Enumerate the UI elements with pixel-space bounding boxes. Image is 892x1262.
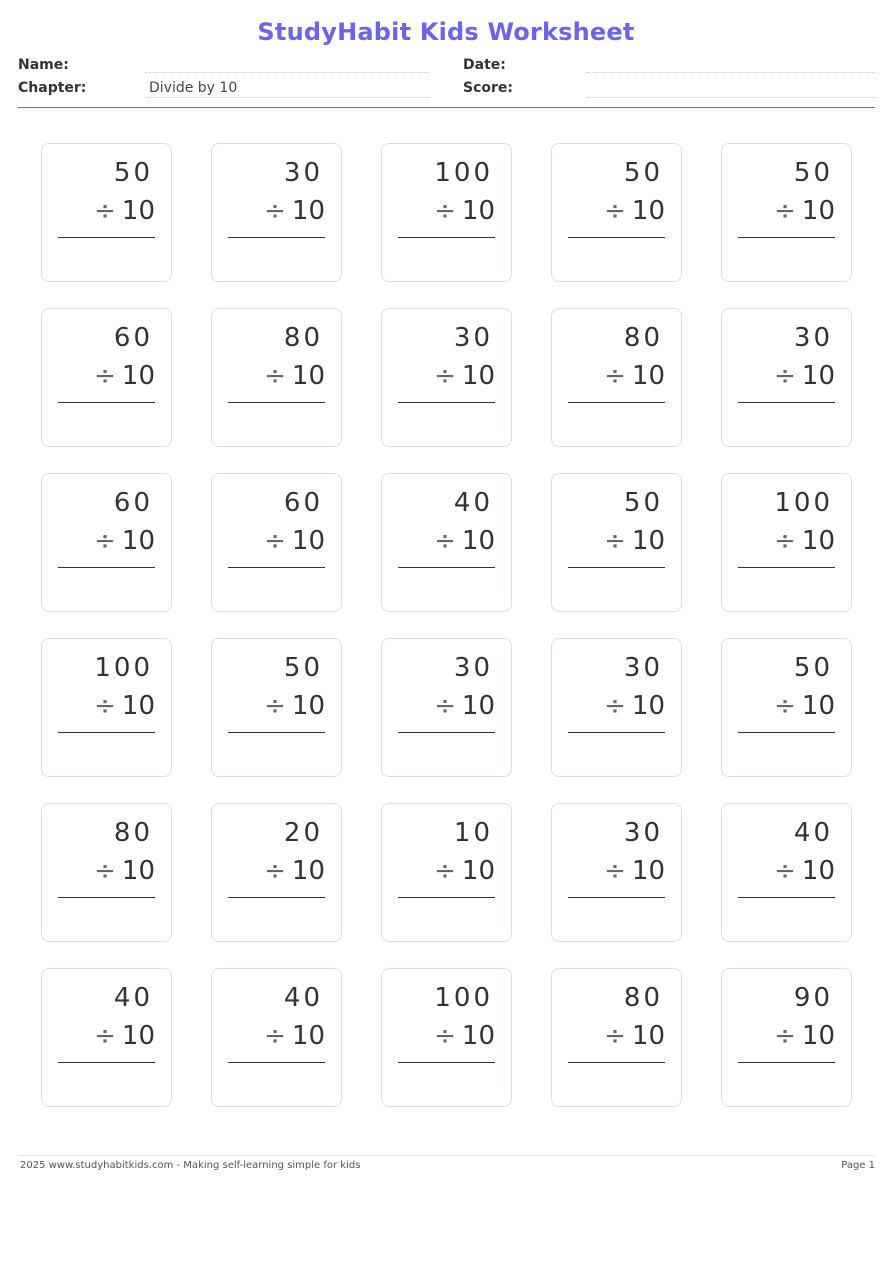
chapter-field[interactable]	[145, 97, 429, 98]
answer-line[interactable]	[58, 402, 155, 403]
dividend: 80	[113, 818, 153, 848]
dividend: 30	[623, 818, 663, 848]
divisor-row	[774, 856, 835, 886]
problem-card	[41, 968, 172, 1107]
answer-line[interactable]	[228, 567, 325, 568]
divisor-row	[604, 691, 665, 721]
divisor-row	[94, 526, 155, 556]
problem-card	[721, 803, 852, 942]
dividend: 60	[113, 488, 153, 518]
answer-line[interactable]	[228, 1062, 325, 1063]
divisor: 10	[291, 691, 325, 721]
division-sign-icon: ÷	[604, 196, 626, 226]
name-field[interactable]	[145, 72, 429, 73]
answer-line[interactable]	[568, 732, 665, 733]
division-sign-icon: ÷	[94, 691, 116, 721]
problem-card	[41, 638, 172, 777]
divisor-row	[774, 691, 835, 721]
answer-line[interactable]	[738, 897, 835, 898]
division-sign-icon: ÷	[94, 526, 116, 556]
divisor-row	[774, 361, 835, 391]
divisor-row	[774, 526, 835, 556]
answer-line[interactable]	[58, 567, 155, 568]
problem-card	[551, 143, 682, 282]
problem-card	[381, 308, 512, 447]
division-sign-icon: ÷	[264, 1021, 286, 1051]
division-sign-icon: ÷	[434, 526, 456, 556]
division-sign-icon: ÷	[264, 526, 286, 556]
answer-line[interactable]	[398, 732, 495, 733]
dividend: 40	[453, 488, 493, 518]
division-sign-icon: ÷	[264, 691, 286, 721]
divisor-row	[94, 361, 155, 391]
problem-card	[721, 143, 852, 282]
dividend: 100	[774, 488, 833, 518]
answer-line[interactable]	[568, 567, 665, 568]
divisor: 10	[631, 856, 665, 886]
answer-line[interactable]	[58, 237, 155, 238]
division-sign-icon: ÷	[264, 361, 286, 391]
dividend: 100	[94, 653, 153, 683]
problem-card	[721, 968, 852, 1107]
divisor: 10	[631, 196, 665, 226]
dividend: 50	[283, 653, 323, 683]
dividend: 40	[793, 818, 833, 848]
answer-line[interactable]	[738, 567, 835, 568]
divisor: 10	[121, 691, 155, 721]
date-label: Date:	[463, 57, 506, 73]
dividend: 80	[623, 983, 663, 1013]
divisor: 10	[801, 361, 835, 391]
division-sign-icon: ÷	[264, 856, 286, 886]
dividend: 30	[793, 323, 833, 353]
divisor: 10	[291, 526, 325, 556]
divisor-row	[264, 1021, 325, 1051]
division-sign-icon: ÷	[434, 361, 456, 391]
divisor: 10	[461, 856, 495, 886]
problem-card	[211, 308, 342, 447]
divisor: 10	[461, 691, 495, 721]
problem-card	[41, 143, 172, 282]
problem-card	[721, 308, 852, 447]
problem-card	[41, 308, 172, 447]
answer-line[interactable]	[228, 732, 325, 733]
dividend: 80	[623, 323, 663, 353]
divisor: 10	[801, 526, 835, 556]
divisor-row	[434, 196, 495, 226]
dividend: 50	[793, 653, 833, 683]
dividend: 30	[283, 158, 323, 188]
problem-card	[381, 143, 512, 282]
divisor: 10	[801, 691, 835, 721]
divisor-row	[604, 361, 665, 391]
answer-line[interactable]	[738, 237, 835, 238]
divisor-row	[434, 1021, 495, 1051]
divisor-row	[434, 361, 495, 391]
divisor: 10	[121, 1021, 155, 1051]
problem-card	[211, 638, 342, 777]
problem-grid	[41, 143, 853, 1107]
dividend: 50	[793, 158, 833, 188]
answer-line[interactable]	[398, 237, 495, 238]
divisor-row	[604, 526, 665, 556]
problem-card	[381, 473, 512, 612]
divisor: 10	[801, 196, 835, 226]
divisor: 10	[461, 361, 495, 391]
division-sign-icon: ÷	[604, 691, 626, 721]
problem-card	[41, 803, 172, 942]
divisor: 10	[121, 196, 155, 226]
division-sign-icon: ÷	[774, 526, 796, 556]
divisor: 10	[461, 196, 495, 226]
division-sign-icon: ÷	[94, 856, 116, 886]
answer-line[interactable]	[568, 402, 665, 403]
division-sign-icon: ÷	[94, 361, 116, 391]
divisor-row	[264, 196, 325, 226]
divisor-row	[264, 691, 325, 721]
dividend: 80	[283, 323, 323, 353]
divisor: 10	[291, 856, 325, 886]
problem-card	[721, 473, 852, 612]
dividend: 30	[453, 653, 493, 683]
answer-line[interactable]	[228, 237, 325, 238]
answer-line[interactable]	[398, 1062, 495, 1063]
answer-line[interactable]	[568, 237, 665, 238]
divisor-row	[264, 856, 325, 886]
divisor-row	[94, 856, 155, 886]
problem-card	[551, 638, 682, 777]
divisor: 10	[291, 361, 325, 391]
divisor: 10	[121, 856, 155, 886]
answer-line[interactable]	[228, 897, 325, 898]
problem-card	[551, 968, 682, 1107]
division-sign-icon: ÷	[434, 196, 456, 226]
header-divider	[18, 107, 875, 108]
problem-card	[551, 473, 682, 612]
answer-line[interactable]	[568, 897, 665, 898]
problem-card	[381, 803, 512, 942]
problem-card	[211, 143, 342, 282]
division-sign-icon: ÷	[604, 361, 626, 391]
divisor-row	[264, 526, 325, 556]
answer-line[interactable]	[398, 897, 495, 898]
divisor-row	[434, 691, 495, 721]
divisor: 10	[291, 1021, 325, 1051]
dividend: 90	[793, 983, 833, 1013]
date-field[interactable]	[587, 72, 875, 73]
divisor: 10	[461, 526, 495, 556]
answer-line[interactable]	[398, 567, 495, 568]
division-sign-icon: ÷	[774, 691, 796, 721]
problem-card	[211, 968, 342, 1107]
problem-card	[551, 803, 682, 942]
division-sign-icon: ÷	[434, 1021, 456, 1051]
dividend: 40	[113, 983, 153, 1013]
answer-line[interactable]	[58, 732, 155, 733]
division-sign-icon: ÷	[94, 1021, 116, 1051]
problem-card	[721, 638, 852, 777]
divisor-row	[434, 526, 495, 556]
dividend: 60	[283, 488, 323, 518]
answer-line[interactable]	[228, 402, 325, 403]
divisor-row	[94, 196, 155, 226]
answer-line[interactable]	[568, 1062, 665, 1063]
division-sign-icon: ÷	[604, 1021, 626, 1051]
divisor-row	[604, 196, 665, 226]
score-label: Score:	[463, 80, 513, 96]
page-number: Page 1	[841, 1160, 875, 1171]
divisor: 10	[631, 361, 665, 391]
chapter-value: Divide by 10	[149, 80, 238, 96]
dividend: 50	[623, 488, 663, 518]
divisor: 10	[461, 1021, 495, 1051]
divisor: 10	[801, 1021, 835, 1051]
dividend: 60	[113, 323, 153, 353]
answer-line[interactable]	[58, 1062, 155, 1063]
dividend: 50	[113, 158, 153, 188]
dividend: 40	[283, 983, 323, 1013]
divisor: 10	[631, 526, 665, 556]
answer-line[interactable]	[58, 897, 155, 898]
divisor: 10	[631, 1021, 665, 1051]
dividend: 100	[434, 983, 493, 1013]
worksheet-title: StudyHabit Kids Worksheet	[257, 18, 635, 46]
divisor-row	[94, 691, 155, 721]
division-sign-icon: ÷	[604, 526, 626, 556]
divisor-row	[94, 1021, 155, 1051]
answer-line[interactable]	[398, 402, 495, 403]
answer-line[interactable]	[738, 732, 835, 733]
divisor-row	[774, 196, 835, 226]
divisor-row	[264, 361, 325, 391]
division-sign-icon: ÷	[774, 856, 796, 886]
dividend: 10	[453, 818, 493, 848]
footer-divider	[18, 1155, 875, 1156]
division-sign-icon: ÷	[774, 1021, 796, 1051]
problem-card	[381, 968, 512, 1107]
problem-card	[211, 473, 342, 612]
division-sign-icon: ÷	[774, 361, 796, 391]
name-label: Name:	[18, 57, 69, 73]
dividend: 30	[453, 323, 493, 353]
answer-line[interactable]	[738, 1062, 835, 1063]
divisor: 10	[631, 691, 665, 721]
divisor-row	[604, 1021, 665, 1051]
dividend: 30	[623, 653, 663, 683]
footer-credit: 2025 www.studyhabitkids.com - Making self-learning simple for kids	[20, 1160, 361, 1171]
dividend: 100	[434, 158, 493, 188]
divisor: 10	[121, 361, 155, 391]
division-sign-icon: ÷	[434, 856, 456, 886]
divisor: 10	[801, 856, 835, 886]
divisor-row	[774, 1021, 835, 1051]
divisor-row	[604, 856, 665, 886]
division-sign-icon: ÷	[94, 196, 116, 226]
problem-card	[381, 638, 512, 777]
dividend: 50	[623, 158, 663, 188]
score-field[interactable]	[587, 97, 875, 98]
divisor-row	[434, 856, 495, 886]
problem-card	[211, 803, 342, 942]
division-sign-icon: ÷	[264, 196, 286, 226]
divisor: 10	[121, 526, 155, 556]
problem-card	[41, 473, 172, 612]
chapter-label: Chapter:	[18, 80, 87, 96]
division-sign-icon: ÷	[604, 856, 626, 886]
problem-card	[551, 308, 682, 447]
answer-line[interactable]	[738, 402, 835, 403]
divisor: 10	[291, 196, 325, 226]
division-sign-icon: ÷	[434, 691, 456, 721]
division-sign-icon: ÷	[774, 196, 796, 226]
dividend: 20	[283, 818, 323, 848]
